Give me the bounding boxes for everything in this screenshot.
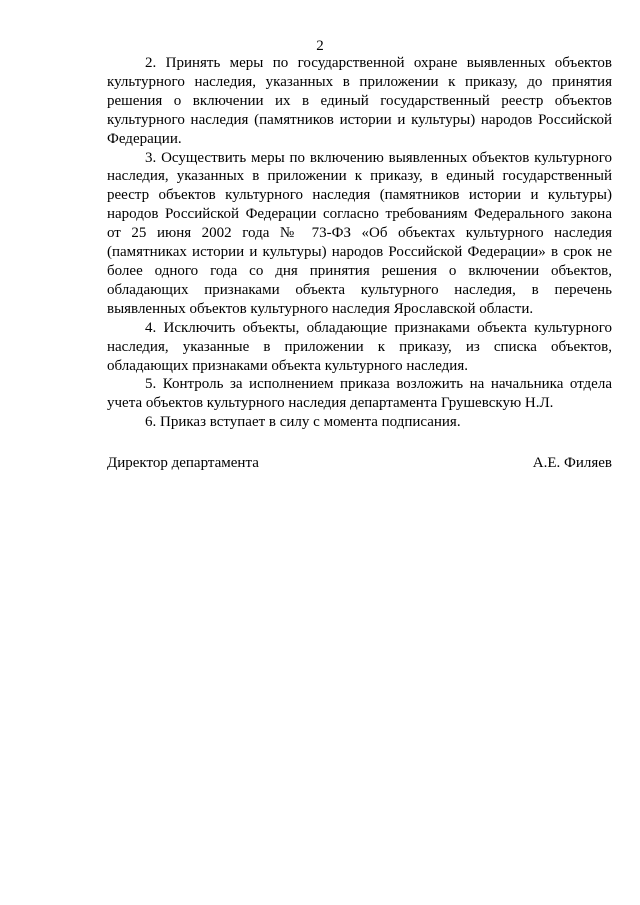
paragraph-item-3: 3. Осуществить меры по включению выявленных объектов культурного наследия, указанных в приложении к приказу, в единый государственный реестр объектов культурного наследия (памятников истории и культуры) народов Российской Федерации согласно требованиям Федерального закона от 25 июня 2002 года № 73-ФЗ «Об объектах культурного наследия (памятниках истории и культуры) народов Российской Федерации» в срок не более одного года со дня принятия решения о включении объектов, обладающих признаками объекта культурного наследия, в перечень выявленных объектов культурного наследия Ярославской области. xyxy=(107,149,612,317)
signatory-position: Директор департамента xyxy=(107,455,259,471)
paragraph-item-4: 4. Исключить объекты, обладающие признаками объекта культурного наследия, указанные в приложении к приказу, из списка объектов, обладающих признаками объекта культурного наследия. xyxy=(107,319,612,374)
signature-block xyxy=(107,453,612,473)
page-number: 2 xyxy=(316,38,324,54)
paragraph-item-2: 2. Принять меры по государственной охране выявленных объектов культурного наследия, указанных в приложении к приказу, до принятия решения о включении их в единый государственный реестр объектов культурного наследия (памятников истории и культуры) народов Российской Федерации. xyxy=(107,55,612,147)
order-body xyxy=(107,54,612,432)
signatory-name: А.Е. Филяев xyxy=(532,455,612,471)
paragraph-item-5: 5. Контроль за исполнением приказа возложить на начальника отдела учета объектов культурного наследия департамента Грушевскую Н.Л. xyxy=(107,376,612,412)
paragraph-item-6: 6. Приказ вступает в силу с момента подписания. xyxy=(145,414,461,431)
